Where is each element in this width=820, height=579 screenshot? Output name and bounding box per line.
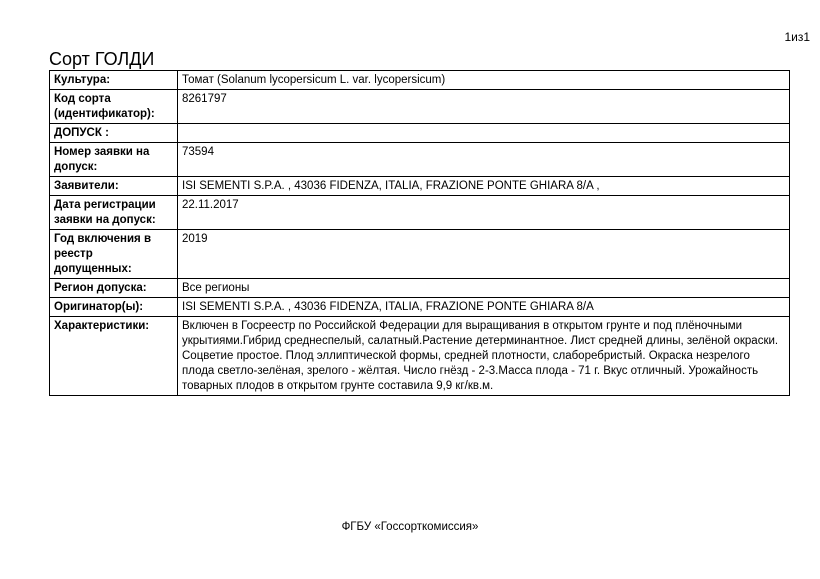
row-label: Характеристики: xyxy=(50,317,178,396)
row-value: 2019 xyxy=(178,230,790,279)
table-row-characteristics xyxy=(50,317,790,396)
table-row-region xyxy=(50,279,790,298)
row-value: Томат (Solanum lycopersicum L. var. lycopersicum) xyxy=(178,71,790,90)
row-value: ISI SEMENTI S.P.A. , 43036 FIDENZA, ITALIA, FRAZIONE PONTE GHIARA 8/A xyxy=(178,298,790,317)
row-value: 73594 xyxy=(178,143,790,177)
row-label: Номер заявки на допуск: xyxy=(50,143,178,177)
page-title: Сорт ГОЛДИ xyxy=(49,49,155,69)
table-row-culture xyxy=(50,71,790,90)
row-label: Заявители: xyxy=(50,177,178,196)
row-value: Все регионы xyxy=(178,279,790,298)
row-label: Оригинатор(ы): xyxy=(50,298,178,317)
table-row-variety-code xyxy=(50,90,790,124)
row-value: 22.11.2017 xyxy=(178,196,790,230)
row-value: 8261797 xyxy=(178,90,790,124)
row-value: ISI SEMENTI S.P.A. , 43036 FIDENZA, ITALIA, FRAZIONE PONTE GHIARA 8/A , xyxy=(178,177,790,196)
row-label: Регион допуска: xyxy=(50,279,178,298)
table-row-inclusion-year xyxy=(50,230,790,279)
page-number: 1из1 xyxy=(784,30,810,44)
footer-organization: ФГБУ «Госсорткомиссия» xyxy=(341,521,479,533)
table-row-applicants xyxy=(50,177,790,196)
variety-info-table xyxy=(49,70,790,396)
row-label: Дата регистрации заявки на допуск: xyxy=(50,196,178,230)
row-label: Год включения в реестр допущенных: xyxy=(50,230,178,279)
table-row-registration-date xyxy=(50,196,790,230)
row-value: Включен в Госреестр по Российской Федерации для выращивания в открытом грунте и под плёночными укрытиями.Гибрид среднеспелый, салатный.Растение детерминантное. Лист средней длины, зелёной окраски. Соцветие простое. Плод эллиптической формы, средней плотности, слаборебристый. Окраска незрелого плода светло-зелёная, зрелого - жёлтая. Число гнёзд - 2-3.Масса плода - 71 г. Вкус отличный. Урожайность товарных плодов в открытом грунте составила 9,9 кг/кв.м. xyxy=(178,317,790,396)
row-label: Код сорта (идентификатор): xyxy=(50,90,178,124)
row-value xyxy=(178,124,790,143)
row-label: Культура: xyxy=(50,71,178,90)
table-row-admission xyxy=(50,124,790,143)
table-row-originators xyxy=(50,298,790,317)
table-row-application-number xyxy=(50,143,790,177)
row-label: ДОПУСК : xyxy=(50,124,178,143)
